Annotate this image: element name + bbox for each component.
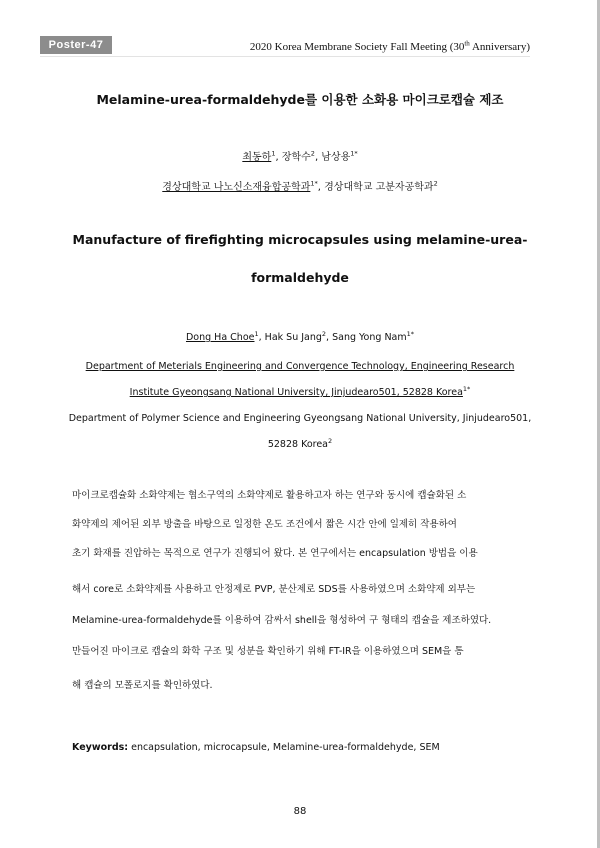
affil-en-2-sup: 1* <box>462 384 471 393</box>
title-korean: Melamine-urea-formaldehyde를 이용한 소화용 마이크로캡슐 제조 <box>96 92 504 107</box>
affil-ko-1-sup: 1* <box>310 179 318 188</box>
poster-badge: Poster-47 <box>40 36 112 54</box>
authors-korean <box>40 148 560 163</box>
author-en-sep-1: , <box>258 332 265 343</box>
affil-ko-2: 경상대학교 고분자공학과 <box>324 182 434 193</box>
author-en-3-sup: 1* <box>406 329 415 338</box>
conference-header <box>250 40 530 54</box>
affiliation-english-line-3: Department of Polymer Science and Engineering Gyeongsang National University, Jinjudearo501, <box>68 413 532 424</box>
author-en-3: Sang Yong Nam <box>332 332 407 343</box>
author-ko-1-sup: 1 <box>271 149 276 158</box>
author-ko-3: 남상용 <box>321 152 351 163</box>
affiliation-english-line-4 <box>40 436 560 450</box>
author-ko-2-sup: 2 <box>310 149 315 158</box>
author-ko-sep-1: , <box>275 152 282 163</box>
conference-sup: th <box>464 39 470 48</box>
affiliation-english-line-2 <box>40 384 560 398</box>
affil-ko-2-sup: 2 <box>433 179 438 188</box>
author-ko-2: 장학수 <box>281 152 311 163</box>
keywords-label: Keywords: <box>72 742 129 753</box>
author-ko-sep-2: , <box>314 152 322 163</box>
conference-pre: 2020 Korea Membrane Society Fall Meeting (30 <box>249 41 465 53</box>
keywords-text: encapsulation, microcapsule, Melamine-urea-formaldehyde, SEM <box>128 742 440 753</box>
author-en-2: Hak Su Jang <box>264 332 322 343</box>
affil-en-1-text: Department of Meterials Engineering and Convergence Technology, Engineering Research <box>85 361 515 372</box>
affiliation-korean <box>40 178 560 193</box>
conference-post: Anniversary) <box>469 41 530 53</box>
author-en-sep-2: , <box>326 332 333 343</box>
author-en-2-sup: 2 <box>321 329 327 338</box>
author-ko-1: 최동하 <box>242 152 272 163</box>
affil-en-4-sup: 2 <box>328 436 333 445</box>
abstract-line-4: 해서 core로 소화약제를 사용하고 안정제로 PVP, 분산제로 SDS를 사용하였으며 소화약제 외부는 <box>72 584 476 595</box>
author-en-1: Dong Ha Choe <box>185 332 255 343</box>
title-english-line-2: formaldehyde <box>251 270 349 285</box>
page-number: 88 <box>293 806 307 817</box>
affil-ko-sep: , <box>317 182 325 193</box>
abstract-line-5: Melamine-urea-formaldehyde를 이용하여 감싸서 shell을 형성하여 구 형태의 캡슐을 제조하였다. <box>72 615 492 626</box>
affil-ko-1: 경상대학교 나노신소재융합공학과 <box>162 182 311 193</box>
title-english-line-1: Manufacture of firefighting microcapsules using melamine-urea- <box>72 232 528 247</box>
abstract-line-7: 해 캡슐의 모폴로지를 확인하였다. <box>72 680 213 691</box>
affil-en-4-text: 52828 Korea <box>267 439 329 450</box>
abstract-line-3: 초기 화재를 진압하는 목적으로 연구가 진행되어 왔다. 본 연구에서는 encapsulation 방법을 이용 <box>72 548 478 559</box>
author-en-1-sup: 1 <box>254 329 259 338</box>
header-divider <box>40 56 530 57</box>
keywords <box>72 742 440 753</box>
abstract-line-6: 만들어진 마이크로 캡슐의 화학 구조 및 성분을 확인하기 위해 FT-IR을 이용하였으며 SEM을 통 <box>72 646 464 657</box>
abstract-line-1: 마이크로캡슐화 소화약제는 협소구역의 소화약제로 활용하고자 하는 연구와 동시에 캡슐화된 소 <box>72 490 467 501</box>
affiliation-english-line-1 <box>40 361 560 372</box>
abstract-line-2: 화약제의 제어된 외부 방출을 바탕으로 일정한 온도 조건에서 짧은 시간 안에 일제히 작용하여 <box>72 519 457 530</box>
author-ko-3-sup: 1* <box>350 149 358 158</box>
authors-english <box>40 329 560 343</box>
affil-en-2-text: Institute Gyeongsang National University, Jinjudearo501, 52828 Korea <box>129 387 463 398</box>
